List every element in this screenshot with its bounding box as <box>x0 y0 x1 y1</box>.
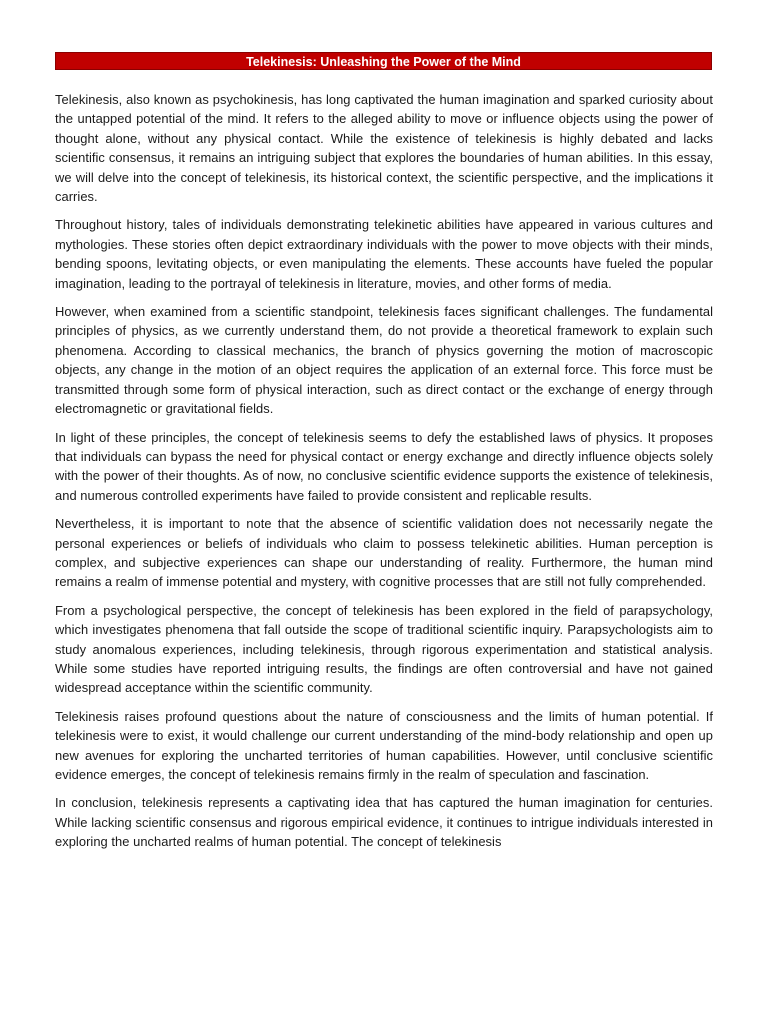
paragraph-parapsychology: From a psychological perspective, the concept of telekinesis has been explored in the field of parapsychology, which investigates phenomena that fall outside the scope of traditional scientific inquiry. Parapsychologists aim to study anomalous experiences, including telekinesis, through rigorous experimentation and statistical analysis. While some studies have reported intriguing results, the findings are often controversial and have not gained widespread acceptance within the scientific community. <box>55 602 713 696</box>
document-body <box>55 90 713 861</box>
paragraph-history: Throughout history, tales of individuals demonstrating telekinetic abilities have appeared in various cultures and mythologies. These stories often depict extraordinary individuals with the power to move objects with their minds, bending spoons, levitating objects, or even manipulating the elements. These accounts have fueled the popular imagination, leading to the portrayal of telekinesis in literature, movies, and other forms of media. <box>55 217 713 291</box>
paragraph-laws-of-physics: In light of these principles, the concept of telekinesis seems to defy the established laws of physics. It proposes that individuals can bypass the need for physical contact or energy exchange and directly influence objects solely with the power of their thoughts. As of now, no conclusive scientific evidence supports the existence of telekinesis, and numerous controlled experiments have failed to provide consistent and replicable results. <box>55 429 713 503</box>
paragraph-scientific-challenges: However, when examined from a scientific standpoint, telekinesis faces significant challenges. The fundamental principles of physics, as we currently understand them, do not provide a theoretical framework to explain such phenomena. According to classical mechanics, the branch of physics governing the motion of macroscopic objects, any change in the motion of an object requires the application of an external force. This force must be transmitted through some form of physical interaction, such as direct contact or the exchange of energy through electromagnetic or gravitational fields. <box>55 304 713 417</box>
paragraph-conclusion: In conclusion, telekinesis represents a captivating idea that has captured the human imagination for centuries. While lacking scientific consensus and rigorous empirical evidence, it continues to intrigue individuals interested in exploring the uncharted realms of human potential. The concept of telekinesis <box>55 795 713 850</box>
paragraph-intro: Telekinesis, also known as psychokinesis, has long captivated the human imagination and sparked curiosity about the untapped potential of the mind. It refers to the alleged ability to move or influence objects using the power of thought alone, without any physical contact. While the existence of telekinesis is highly debated and lacks scientific consensus, it remains an intriguing subject that explores the boundaries of human abilities. In this essay, we will delve into the concept of telekinesis, its historical context, the scientific perspective, and the implications it carries. <box>55 92 713 205</box>
paragraph-personal-experiences: Nevertheless, it is important to note that the absence of scientific validation does not necessarily negate the personal experiences or beliefs of individuals who claim to possess telekinetic abilities. Human perception is complex, and subjective experiences can shape our understanding of reality. Furthermore, the human mind remains a realm of immense potential and mystery, with cognitive processes that are still not fully comprehended. <box>55 516 713 590</box>
title-banner <box>55 52 712 70</box>
paragraph-consciousness: Telekinesis raises profound questions about the nature of consciousness and the limits of human potential. If telekinesis were to exist, it would challenge our current understanding of the mind-body relationship and open up new avenues for exploring the uncharted territories of human capabilities. However, until conclusive scientific evidence emerges, the concept of telekinesis remains firmly in the realm of speculation and fascination. <box>55 708 713 782</box>
document-title: Telekinesis: Unleashing the Power of the Mind <box>246 55 521 69</box>
